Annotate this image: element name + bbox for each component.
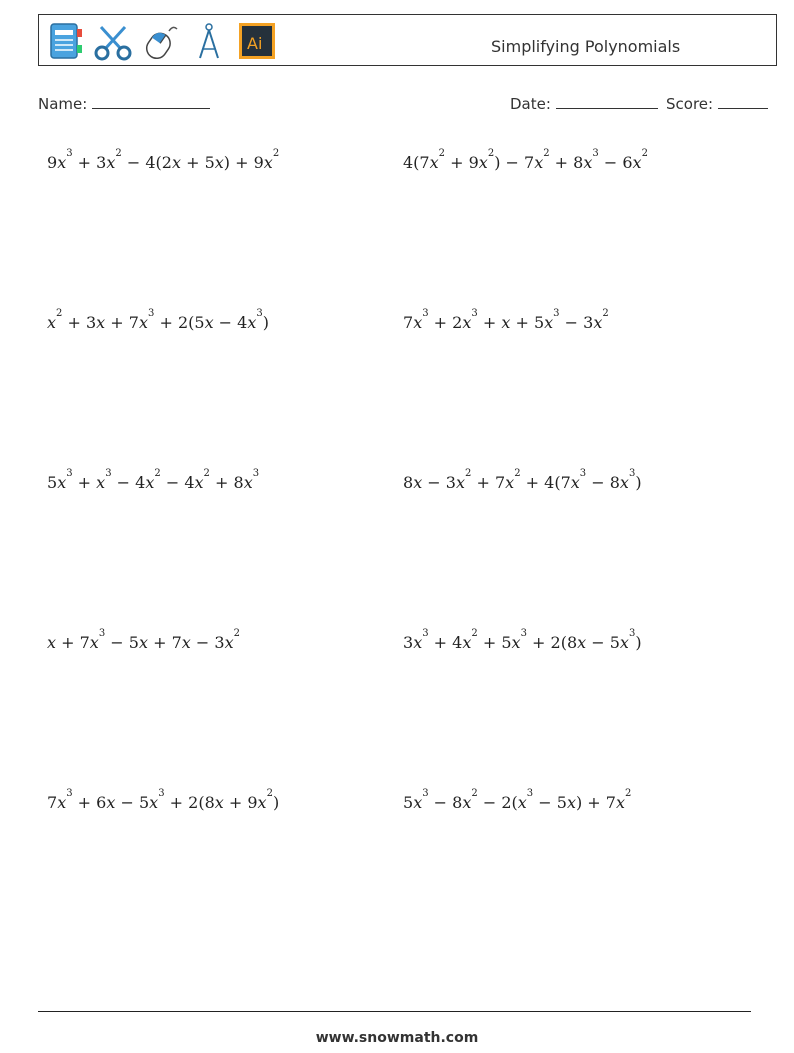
problem-7: $x + 7x^3 - 5x + 7x - 3x^2$ xyxy=(47,628,240,652)
problem-10: $5x^3 - 8x^2 - 2(x^3 - 5x) + 7x^2$ xyxy=(403,788,632,812)
scissors-icon xyxy=(93,21,133,61)
mouse-icon xyxy=(141,21,181,61)
worksheet-header xyxy=(38,14,777,66)
problem-4: $7x^3 + 2x^3 + x + 5x^3 - 3x^2$ xyxy=(403,308,609,332)
name-blank[interactable] xyxy=(92,94,210,109)
problem-2: $4(7x^2 + 9x^2) - 7x^2 + 8x^3 - 6x^2$ xyxy=(403,148,648,172)
problem-3: $x^2 + 3x + 7x^3 + 2(5x - 4x^3)$ xyxy=(47,308,270,332)
notebook-icon xyxy=(45,21,85,61)
problem-6: $8x - 3x^2 + 7x^2 + 4(7x^3 - 8x^3)$ xyxy=(403,468,642,492)
problem-9: $7x^3 + 6x - 5x^3 + 2(8x + 9x^2)$ xyxy=(47,788,280,812)
footer-url: www.snowmath.com xyxy=(315,1030,479,1046)
illustrator-label: Ai xyxy=(247,34,263,53)
problem-1: $9x^3 + 3x^2 - 4(2x + 5x) + 9x^2$ xyxy=(47,148,280,172)
problem-5: $5x^3 + x^3 - 4x^2 - 4x^2 + 8x^3$ xyxy=(47,468,260,492)
name-label: Name: xyxy=(38,95,88,113)
page-title: Simplifying Polynomials xyxy=(491,37,681,56)
date-label: Date: xyxy=(510,95,551,113)
score-blank[interactable] xyxy=(718,94,768,109)
header-icons xyxy=(45,21,277,61)
score-label: Score: xyxy=(666,95,714,113)
name-field xyxy=(38,94,210,113)
date-blank[interactable] xyxy=(556,94,658,109)
score-field xyxy=(666,94,768,113)
footer-divider xyxy=(38,1011,751,1012)
date-field xyxy=(510,94,658,113)
compass-icon xyxy=(189,21,229,61)
problem-8: $3x^3 + 4x^2 + 5x^3 + 2(8x - 5x^3)$ xyxy=(403,628,642,652)
illustrator-icon xyxy=(237,21,277,61)
